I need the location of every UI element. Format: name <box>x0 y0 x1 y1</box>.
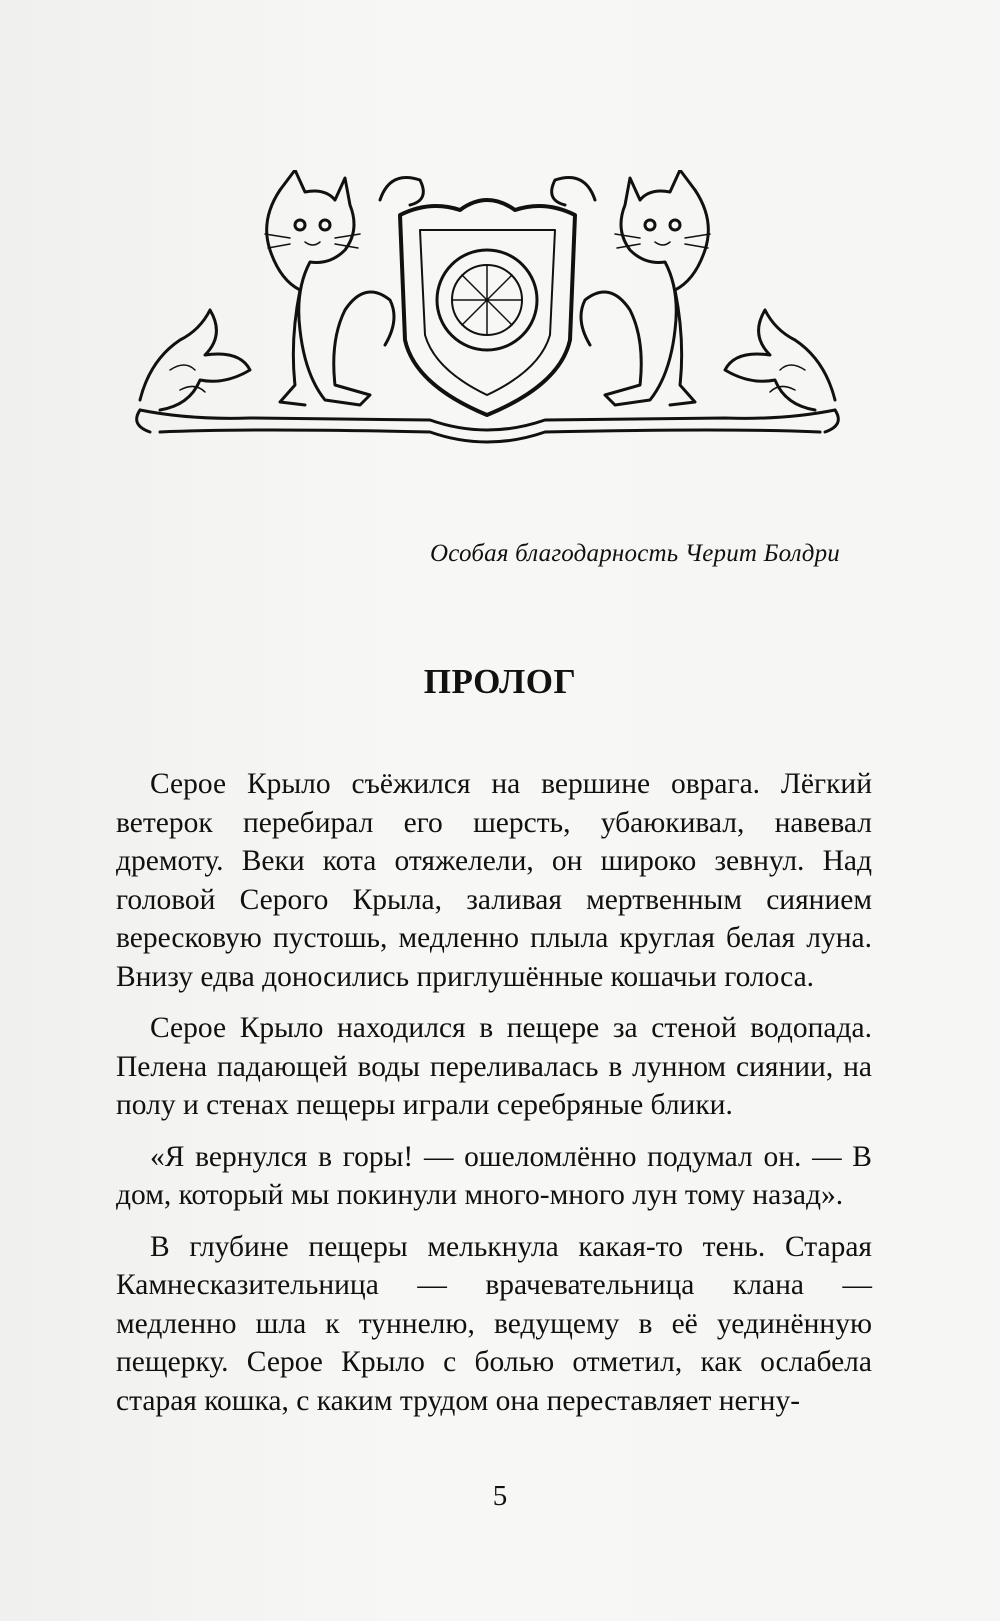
paragraph: Серое Крыло находился в пещере за стеной водопада. Пелена падающей воды переливалась в лунном сиянии, на полу и стенах пещеры играли серебряные блики. <box>116 1012 872 1121</box>
chapter-heading: ПРОЛОГ <box>423 662 577 701</box>
acknowledgment-credit: Особая благодарность Черит Болдри <box>430 540 840 567</box>
page-number: 5 <box>492 1480 508 1512</box>
body-text <box>116 765 872 1433</box>
paragraph: Серое Крыло съёжился на вершине оврага. Лёгкий ветерок перебирал его шерсть, убаюкивал, навевал дремоту. Веки кота отяжелели, он широко зевнул. Над головой Серого Крыла, заливая мертвенным сиянием вересковую пустошь, медленно плыла круглая белая луна. Внизу едва доносились приглушённые кошачьи голоса. <box>116 768 872 993</box>
paragraph: В глубине пещеры мелькнула какая-то тень. Старая Камнесказительница — врачевательница клана — медленно шла к туннелю, ведущему в её уединённую пещерку. Серое Крыло с болью отметил, как ослабела старая кошка, с каким трудом она переставляет негну- <box>116 1230 872 1417</box>
cats-crest-ornament-icon <box>130 170 845 460</box>
paragraph: «Я вернулся в горы! — ошеломлённо подумал он. — В дом, который мы покинули много-много лун тому назад». <box>116 1140 872 1211</box>
